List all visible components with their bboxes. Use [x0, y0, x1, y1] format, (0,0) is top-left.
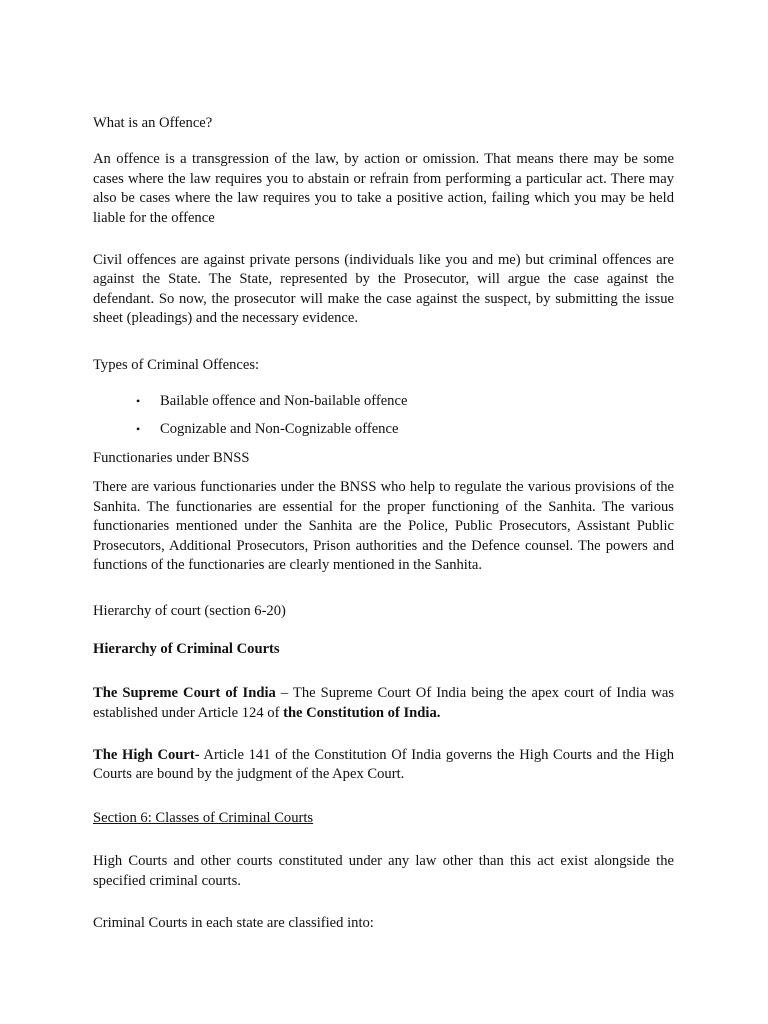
high-court-label: The High Court-: [93, 746, 200, 763]
constitution-reference: the Constitution of India.: [283, 704, 441, 721]
heading-section-6: Section 6: Classes of Criminal Courts: [93, 809, 314, 826]
bullet-icon: •: [136, 422, 141, 437]
heading-functionaries: Functionaries under BNSS: [93, 449, 250, 466]
paragraph-supreme-court: [93, 684, 674, 723]
heading-types-of-offences: Types of Criminal Offences:: [93, 356, 260, 373]
document-body: [93, 114, 674, 933]
bullet-icon: •: [136, 394, 141, 409]
paragraph-criminal-courts-classified: Criminal Courts in each state are classified into:: [93, 914, 374, 931]
high-court-text: Article 141 of the Constitution Of India governs the High Courts and the High Courts are bound by the judgment of the Apex Court.: [93, 746, 675, 783]
paragraph-offence-definition: An offence is a transgression of the law, by action or omission. That means there may be some cases where the law requires you to abstain or refrain from performing a particular act. There may also be cases where the law requires you to take a positive action, failing which you may be held liable for the offence: [93, 151, 674, 226]
list-item: [93, 420, 674, 439]
heading-hierarchy-criminal-courts: Hierarchy of Criminal Courts: [93, 640, 280, 657]
paragraph-high-court: [93, 746, 674, 785]
paragraph-high-courts-other: High Courts and other courts constituted under any law other than this act exist alongside the specified criminal courts.: [93, 853, 674, 889]
heading-what-is-offence: What is an Offence?: [93, 115, 213, 131]
offence-types-list: [93, 392, 674, 440]
supreme-court-text: – The Supreme Court Of India being the apex court of India was established under Article 124 of: [93, 685, 675, 721]
list-item: [93, 392, 674, 411]
supreme-court-label: The Supreme Court of India: [93, 685, 276, 702]
heading-hierarchy-of-court: Hierarchy of court (section 6-20): [93, 603, 286, 620]
paragraph-civil-vs-criminal: Civil offences are against private persons (individuals like you and me) but criminal offences are against the State. The State, represented by the Prosecutor, will argue the case against the defendant. So now, the prosecutor will make the case against the suspect, by submitting the issue sheet (pleadings) and the necessary evidence.: [93, 252, 674, 327]
paragraph-functionaries: There are various functionaries under the BNSS who help to regulate the various provisions of the Sanhita. The functionaries are essential for the proper functioning of the Sanhita. The various functionaries mentioned under the Sanhita are the Police, Public Prosecutors, Assistant Public Prosecutors, Additional Prosecutors, Prison authorities and the Defence counsel. The powers and functions of the functionaries are clearly mentioned in the Sanhita.: [93, 479, 674, 573]
list-item-text: Cognizable and Non-Cognizable offence: [160, 421, 399, 438]
list-item-text: Bailable offence and Non-bailable offence: [160, 393, 408, 410]
